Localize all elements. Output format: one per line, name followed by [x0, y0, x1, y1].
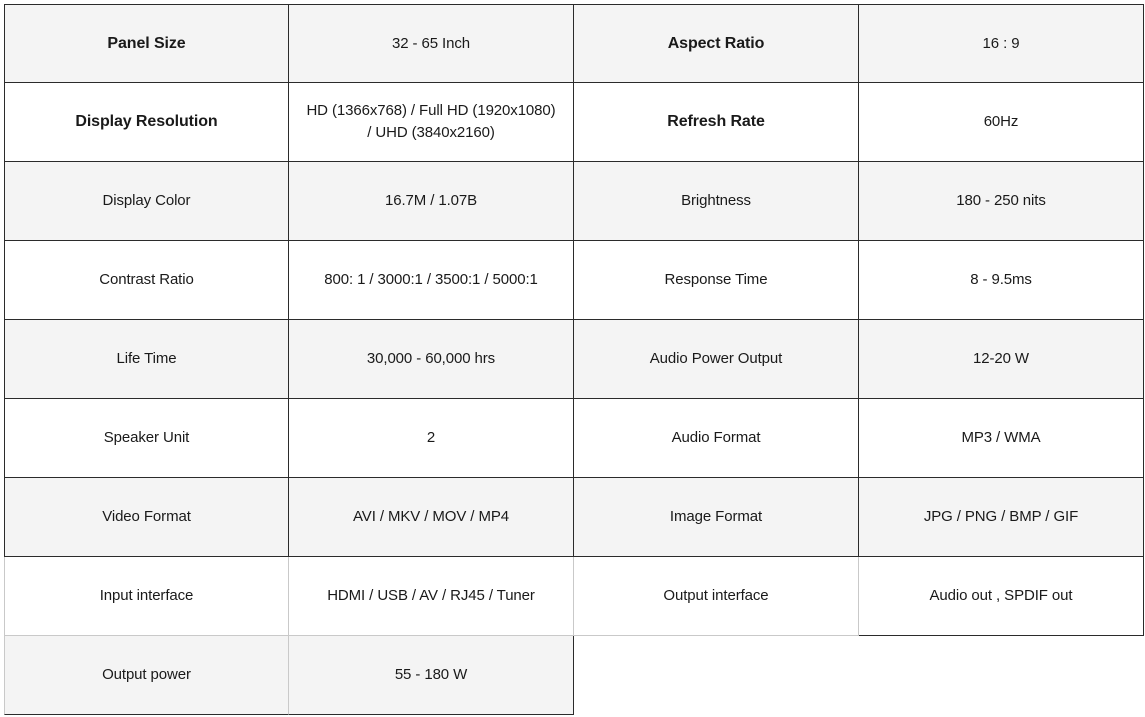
empty-cell [859, 636, 1144, 715]
spec-label: Display Color [4, 162, 289, 241]
spec-value: 2 [289, 399, 574, 478]
spec-label: Brightness [574, 162, 859, 241]
spec-label: Speaker Unit [4, 399, 289, 478]
spec-value: 60Hz [859, 83, 1144, 162]
spec-label: Output interface [574, 557, 859, 636]
spec-label: Response Time [574, 241, 859, 320]
spec-label: Panel Size [4, 4, 289, 83]
spec-value: 32 - 65 Inch [289, 4, 574, 83]
spec-label: Audio Format [574, 399, 859, 478]
spec-value: MP3 / WMA [859, 399, 1144, 478]
spec-value: 180 - 250 nits [859, 162, 1144, 241]
spec-value: Audio out , SPDIF out [859, 557, 1144, 636]
spec-value: 30,000 - 60,000 hrs [289, 320, 574, 399]
spec-label: Output power [4, 636, 289, 715]
empty-cell [574, 636, 859, 715]
spec-value: HD (1366x768) / Full HD (1920x1080) / UHD (3840x2160) [289, 83, 574, 162]
spec-label: Display Resolution [4, 83, 289, 162]
spec-value: 16.7M / 1.07B [289, 162, 574, 241]
spec-label: Contrast Ratio [4, 241, 289, 320]
spec-label: Audio Power Output [574, 320, 859, 399]
spec-label: Refresh Rate [574, 83, 859, 162]
spec-value: 800: 1 / 3000:1 / 3500:1 / 5000:1 [289, 241, 574, 320]
spec-value: AVI / MKV / MOV / MP4 [289, 478, 574, 557]
spec-value: 8 - 9.5ms [859, 241, 1144, 320]
spec-label: Aspect Ratio [574, 4, 859, 83]
spec-value: HDMI / USB / AV / RJ45 / Tuner [289, 557, 574, 636]
spec-label: Life Time [4, 320, 289, 399]
spec-value: 12-20 W [859, 320, 1144, 399]
spec-label: Input interface [4, 557, 289, 636]
spec-label: Image Format [574, 478, 859, 557]
spec-label: Video Format [4, 478, 289, 557]
spec-table [4, 4, 1144, 715]
spec-value: JPG / PNG / BMP / GIF [859, 478, 1144, 557]
spec-value: 55 - 180 W [289, 636, 574, 715]
spec-value: 16 : 9 [859, 4, 1144, 83]
